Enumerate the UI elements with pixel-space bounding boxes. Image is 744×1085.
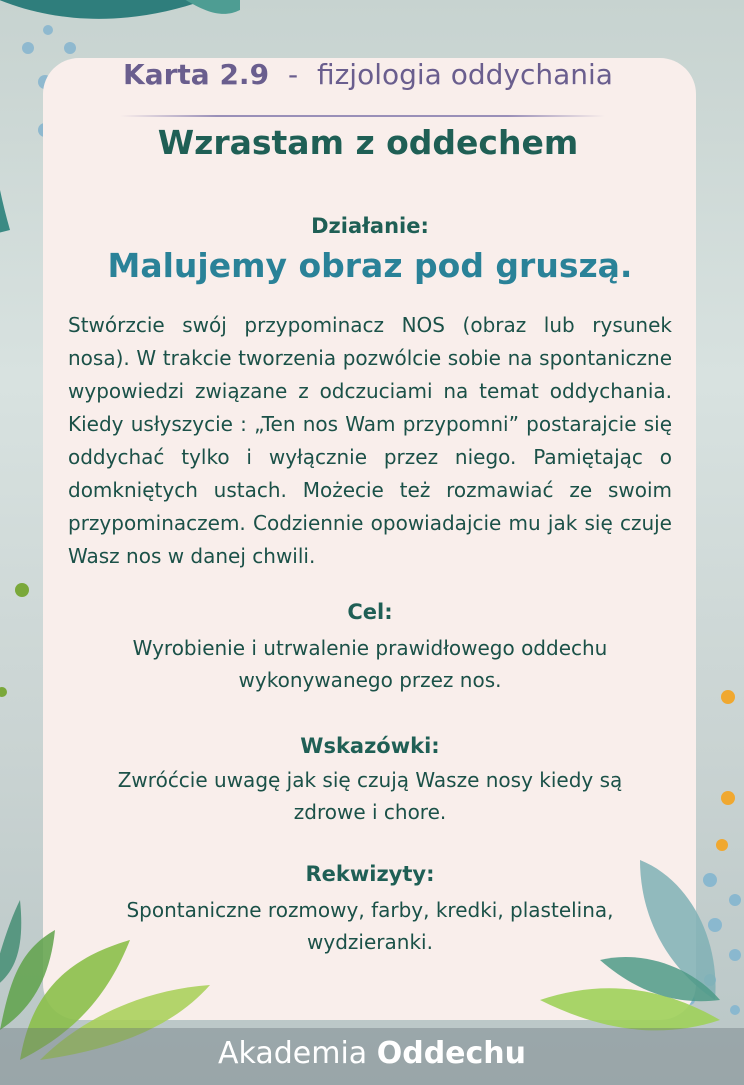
header-divider	[120, 115, 605, 117]
tips-text: Zwróćcie uwagę jak się czują Wasze nosy kiedy są zdrowe i chore.	[117, 768, 623, 824]
goal-text: Wyrobienie i utrwalenie prawidłowego oddechu wykonywanego przez nos.	[132, 636, 608, 692]
footer-brand-bold: Oddechu	[376, 1036, 527, 1071]
card-header	[108, 58, 628, 91]
props-label: Rekwizyty:	[305, 862, 435, 886]
footer-brand-light: Akademia	[217, 1036, 368, 1071]
activity-description: Stwórzcie swój przypominacz NOS (obraz lub rysunek nosa). W trakcie tworzenia pozwólcie sobie na spontaniczne wypowiedzi związane z odczuciami na temat oddychania. Kiedy usłyszycie : „Ten nos Wam przypomni” postarajcie się oddychać tylko i wyłącznie przez niego. Pamiętając o domkniętych ustach. Możecie też rozmawiać ze swoim przypominaczem. Codziennie opowiadajcie mu jak się czuje Wasz nos w danej chwili.	[68, 313, 672, 568]
header-separator: -	[287, 58, 299, 91]
goal-label: Cel:	[347, 600, 393, 624]
activity-label: Działanie:	[311, 214, 429, 238]
tips-label: Wskazówki:	[300, 734, 440, 758]
activity-title: Malujemy obraz pod gruszą.	[107, 246, 633, 285]
props-text: Spontaniczne rozmowy, farby, kredki, plastelina, wydzieranki.	[126, 898, 614, 954]
page-title: Wzrastam z oddechem	[157, 123, 579, 162]
footer-brand	[0, 1036, 744, 1071]
card-number: Karta 2.9	[123, 58, 270, 91]
card-topic: fizjologia oddychania	[316, 58, 613, 91]
